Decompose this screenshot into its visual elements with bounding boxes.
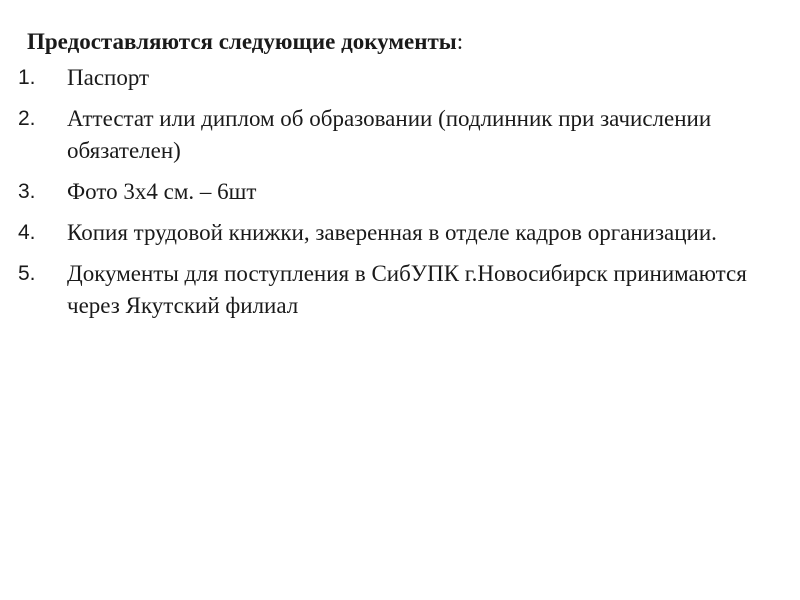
item-text: Фото 3х4 см. – 6шт [67,179,257,204]
item-number: 1. [18,66,36,89]
item-text: Копия трудовой книжки, заверенная в отделе кадров организации. [67,220,717,245]
item-number: 4. [18,221,36,244]
document-heading [27,26,463,58]
item-text: Аттестат или диплом об образовании (подлинник при зачислении обязателен) [67,106,712,163]
item-number: 5. [18,262,36,285]
item-text: Документы для поступления в СибУПК г.Новосибирск принимаются через Якутский филиал [67,261,747,318]
list-item-submission [18,258,758,322]
heading-colon: : [456,29,464,54]
item-number: 3. [18,180,36,203]
item-text: Паспорт [67,65,150,90]
list-item-employment-record [18,217,758,249]
list-item-certificate [18,103,758,167]
list-item-passport [18,62,758,94]
documents-list [18,62,758,331]
heading-text: Предоставляются следующие документы [27,29,457,54]
item-number: 2. [18,107,36,130]
list-item-photo [18,176,758,208]
